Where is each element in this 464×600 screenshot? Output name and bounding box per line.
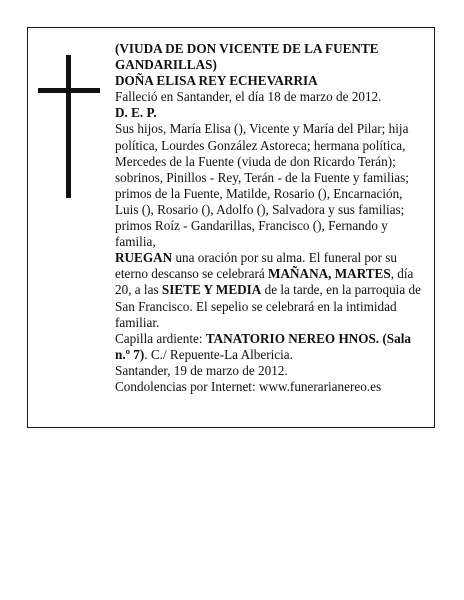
- funeral-time: SIETE Y MEDIA: [161, 282, 262, 298]
- funeral-comma: ,: [328, 266, 335, 282]
- cross-icon: [38, 55, 100, 198]
- deceased-name: DOÑA ELISA REY ECHEVARRIA: [115, 73, 318, 89]
- cross-vertical-bar: [66, 55, 71, 198]
- funeral-text-3: de la tarde, en la parroquia de San Francisco. El sepelio se celebrará en la intimidad familiar.: [115, 282, 421, 330]
- death-statement: Falleció en Santander, el día 18 de marzo de 2012.: [115, 89, 382, 105]
- condolences-line: Condolencias por Internet: www.funerarianereo.es: [115, 378, 382, 394]
- chapel-address: . C./ Repuente-La Albericia.: [144, 346, 293, 362]
- dep-line: D. E. P.: [115, 105, 157, 121]
- ruegan-word: RUEGAN: [115, 250, 173, 266]
- widow-line: (VIUDA DE DON VICENTE DE LA FUENTE GANDARILLAS): [115, 41, 379, 73]
- obituary-text: [115, 41, 425, 395]
- funeral-text-2: , día 20, a las: [115, 266, 414, 298]
- notice-date: Santander, 19 de marzo de 2012.: [115, 362, 288, 378]
- chapel-line: [115, 331, 425, 363]
- obituary-notice: [27, 27, 435, 428]
- family-list: Sus hijos, María Elisa (), Vicente y María del Pilar; hija política, Lourdes González Astoreca; hermana política, Mercedes de la Fuente (viuda de don Ricardo Terán); sobrinos, Pinillos - Rey, Terán - de la Fuente y familias; primos de la Fuente, Matilde, Rosario (), Encarnación, Luis (), Rosario (), Adolfo (), Salvadora y sus familias; primos Roíz - Gandarillas, Francisco (), Fernando y familia,: [115, 121, 409, 250]
- chapel-prefix: Capilla ardiente:: [115, 330, 206, 346]
- cross-horizontal-bar: [38, 88, 100, 93]
- martes-word: MARTES: [334, 266, 391, 282]
- manana-word: MAÑANA: [268, 266, 329, 282]
- tanatorio-name: TANATORIO NEREO HNOS. (Sala n.º 7): [115, 330, 411, 362]
- funeral-text-1: una oración por su alma. El funeral por su eterno descanso se celebrará: [115, 250, 398, 282]
- funeral-paragraph: [115, 250, 425, 330]
